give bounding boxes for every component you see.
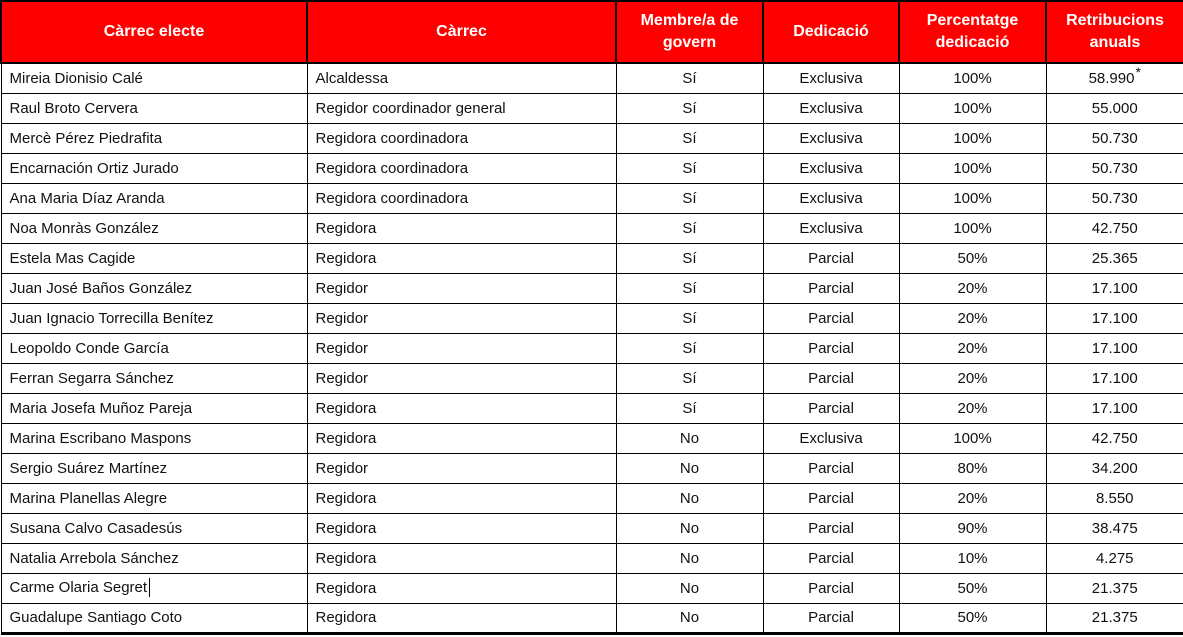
cell-membre-govern-text: Sí xyxy=(682,99,697,117)
cell-percentatge-text: 100% xyxy=(953,429,992,447)
cell-percentatge-text: 20% xyxy=(957,489,988,507)
cell-retribucions[interactable] xyxy=(1046,273,1183,303)
cell-carrec-text: Alcaldessa xyxy=(315,69,389,87)
cell-membre-govern-text: No xyxy=(679,429,700,447)
cell-percentatge-text: 100% xyxy=(953,189,992,207)
cell-membre-govern-text: No xyxy=(679,459,700,477)
table-row xyxy=(1,333,1183,363)
cell-dedicacio[interactable] xyxy=(763,93,899,123)
cell-retribucions-text: 25.365 xyxy=(1091,249,1138,267)
cell-carrec[interactable] xyxy=(307,603,616,633)
cell-membre-govern-text: No xyxy=(679,579,700,597)
table-row xyxy=(1,573,1183,603)
table-body xyxy=(1,63,1183,633)
cell-carrec[interactable] xyxy=(307,543,616,573)
cell-percentatge-text: 100% xyxy=(953,129,992,147)
cell-carrec-text: Regidor xyxy=(315,339,369,357)
cell-percentatge[interactable] xyxy=(899,513,1046,543)
cell-membre-govern-text: Sí xyxy=(682,69,697,87)
cell-carrec[interactable] xyxy=(307,273,616,303)
cell-membre-govern-text: Sí xyxy=(682,159,697,177)
cell-retribucions-text: 50.730 xyxy=(1091,129,1138,147)
cell-carrec-electe-text: Encarnación Ortiz Jurado xyxy=(9,159,179,177)
cell-percentatge-text: 20% xyxy=(957,339,988,357)
cell-retribucions[interactable] xyxy=(1046,93,1183,123)
cell-carrec-electe[interactable] xyxy=(1,303,307,333)
header-row xyxy=(1,1,1183,63)
cell-percentatge-text: 90% xyxy=(957,519,988,537)
cell-carrec[interactable] xyxy=(307,423,616,453)
cell-dedicacio-text: Parcial xyxy=(808,249,854,267)
cell-membre-govern[interactable] xyxy=(616,183,763,213)
table-row xyxy=(1,63,1183,93)
cell-dedicacio[interactable] xyxy=(763,603,899,633)
cell-percentatge-text: 100% xyxy=(953,159,992,177)
cell-retribucions[interactable] xyxy=(1046,393,1183,423)
col-header-percentatge[interactable]: Percentatge dedicació xyxy=(899,1,1046,63)
cell-membre-govern-text: Sí xyxy=(682,219,697,237)
cell-membre-govern[interactable] xyxy=(616,153,763,183)
cell-percentatge[interactable] xyxy=(899,393,1046,423)
cell-percentatge-text: 50% xyxy=(957,579,988,597)
cell-membre-govern[interactable] xyxy=(616,123,763,153)
cell-percentatge[interactable] xyxy=(899,453,1046,483)
cell-retribucions-text: 55.000 xyxy=(1091,99,1138,117)
table-row xyxy=(1,183,1183,213)
cell-retribucions[interactable] xyxy=(1046,63,1183,93)
cell-percentatge-text: 20% xyxy=(957,279,988,297)
cell-membre-govern[interactable] xyxy=(616,333,763,363)
cell-percentatge[interactable] xyxy=(899,423,1046,453)
cell-membre-govern[interactable] xyxy=(616,543,763,573)
col-header-membre-govern[interactable]: Membre/a de govern xyxy=(616,1,763,63)
cell-carrec-text: Regidora xyxy=(315,219,377,237)
cell-dedicacio[interactable] xyxy=(763,243,899,273)
cell-dedicacio[interactable] xyxy=(763,513,899,543)
cell-carrec-electe[interactable] xyxy=(1,363,307,393)
cell-retribucions[interactable] xyxy=(1046,123,1183,153)
cell-carrec-text: Regidor xyxy=(315,309,369,327)
cell-membre-govern[interactable] xyxy=(616,393,763,423)
table-row xyxy=(1,153,1183,183)
cell-retribucions-text: 42.750 xyxy=(1091,219,1138,237)
cell-membre-govern[interactable] xyxy=(616,513,763,543)
cell-carrec[interactable] xyxy=(307,573,616,603)
cell-retribucions-text: 58.990 xyxy=(1088,69,1135,87)
cell-carrec-electe-text: Natalia Arrebola Sánchez xyxy=(9,549,179,567)
cell-dedicacio[interactable] xyxy=(763,573,899,603)
cell-carrec-electe[interactable] xyxy=(1,213,307,243)
cell-carrec-electe-text: Raul Broto Cervera xyxy=(9,99,138,117)
cell-carrec-text: Regidora xyxy=(315,579,377,597)
cell-retribucions[interactable] xyxy=(1046,513,1183,543)
cell-percentatge[interactable] xyxy=(899,303,1046,333)
cell-dedicacio-text: Parcial xyxy=(808,459,854,477)
cell-carrec-text: Regidor xyxy=(315,459,369,477)
footnote-asterisk: * xyxy=(1135,63,1141,80)
cell-carrec-electe[interactable] xyxy=(1,453,307,483)
cell-dedicacio-text: Parcial xyxy=(808,549,854,567)
cell-retribucions[interactable] xyxy=(1046,213,1183,243)
cell-membre-govern-text: Sí xyxy=(682,399,697,417)
cell-percentatge[interactable] xyxy=(899,333,1046,363)
cell-dedicacio-text: Exclusiva xyxy=(799,159,863,177)
cell-percentatge[interactable] xyxy=(899,573,1046,603)
cell-carrec-text: Regidora xyxy=(315,609,377,626)
cell-dedicacio[interactable] xyxy=(763,483,899,513)
cell-dedicacio[interactable] xyxy=(763,63,899,93)
cell-retribucions-text: 21.375 xyxy=(1091,579,1138,597)
cell-retribucions-text: 38.475 xyxy=(1091,519,1138,537)
table-row xyxy=(1,363,1183,393)
cell-membre-govern-text: Sí xyxy=(682,249,697,267)
cell-membre-govern-text: Sí xyxy=(682,339,697,357)
cell-carrec-electe-text: Ana Maria Díaz Aranda xyxy=(9,189,165,207)
cell-carrec-electe-text: Mireia Dionisio Calé xyxy=(9,69,143,87)
cell-carrec-electe[interactable] xyxy=(1,333,307,363)
table-row xyxy=(1,393,1183,423)
cell-carrec-electe[interactable] xyxy=(1,423,307,453)
cell-percentatge-text: 100% xyxy=(953,69,992,87)
table-row xyxy=(1,303,1183,333)
cell-carrec-text: Regidora coordinadora xyxy=(315,159,469,177)
cell-dedicacio[interactable] xyxy=(763,543,899,573)
cell-membre-govern[interactable] xyxy=(616,483,763,513)
cell-dedicacio[interactable] xyxy=(763,183,899,213)
cell-retribucions-text: 50.730 xyxy=(1091,189,1138,207)
cell-carrec-text: Regidora xyxy=(315,519,377,537)
cell-dedicacio-text: Parcial xyxy=(808,309,854,327)
cell-dedicacio[interactable] xyxy=(763,363,899,393)
col-header-carrec-electe[interactable]: Càrrec electe xyxy=(1,1,307,63)
table-row xyxy=(1,213,1183,243)
cell-dedicacio[interactable] xyxy=(763,153,899,183)
cell-retribucions[interactable] xyxy=(1046,333,1183,363)
cell-carrec[interactable] xyxy=(307,243,616,273)
cell-retribucions-text: 17.100 xyxy=(1091,369,1138,387)
cell-carrec-text: Regidor xyxy=(315,369,369,387)
cell-membre-govern-text: No xyxy=(679,489,700,507)
cell-carrec-electe[interactable] xyxy=(1,543,307,573)
cell-carrec-electe[interactable] xyxy=(1,93,307,123)
cell-membre-govern-text: No xyxy=(679,549,700,567)
cell-membre-govern-text: Sí xyxy=(682,279,697,297)
table-row xyxy=(1,423,1183,453)
cell-percentatge[interactable] xyxy=(899,213,1046,243)
cell-carrec-electe-text: Ferran Segarra Sánchez xyxy=(9,369,174,387)
cell-carrec-text: Regidora xyxy=(315,399,377,417)
cell-percentatge[interactable] xyxy=(899,363,1046,393)
cell-dedicacio[interactable] xyxy=(763,123,899,153)
cell-carrec-electe[interactable] xyxy=(1,183,307,213)
col-header-retribucions[interactable]: Retribucions anuals xyxy=(1046,1,1183,63)
cell-carrec-text: Regidor coordinador general xyxy=(315,99,506,117)
cell-carrec-electe-text: Carme Olaria Segret xyxy=(9,579,148,597)
cell-membre-govern-text: No xyxy=(679,519,700,537)
cell-membre-govern[interactable] xyxy=(616,273,763,303)
cell-carrec-electe[interactable] xyxy=(1,123,307,153)
cell-carrec-electe[interactable] xyxy=(1,243,307,273)
cell-carrec-text: Regidora xyxy=(315,489,377,507)
cell-retribucions-text: 50.730 xyxy=(1091,159,1138,177)
cell-carrec-electe[interactable] xyxy=(1,63,307,93)
cell-percentatge[interactable] xyxy=(899,63,1046,93)
cell-membre-govern[interactable] xyxy=(616,243,763,273)
cell-dedicacio[interactable] xyxy=(763,333,899,363)
table-row xyxy=(1,483,1183,513)
cell-retribucions-text: 17.100 xyxy=(1091,279,1138,297)
cell-percentatge[interactable] xyxy=(899,543,1046,573)
cell-retribucions[interactable] xyxy=(1046,453,1183,483)
col-header-carrec[interactable]: Càrrec xyxy=(307,1,616,63)
cell-percentatge[interactable] xyxy=(899,483,1046,513)
cell-carrec-electe-text: Estela Mas Cagide xyxy=(9,249,136,267)
cell-retribucions-text: 21.375 xyxy=(1091,609,1138,626)
cell-dedicacio[interactable] xyxy=(763,393,899,423)
cell-carrec-electe-text: Guadalupe Santiago Coto xyxy=(9,609,183,626)
cell-carrec[interactable] xyxy=(307,183,616,213)
cell-retribucions-text: 42.750 xyxy=(1091,429,1138,447)
cell-carrec[interactable] xyxy=(307,93,616,123)
cell-carrec-text: Regidora coordinadora xyxy=(315,189,469,207)
table-row xyxy=(1,603,1183,633)
cell-retribucions-text: 8.550 xyxy=(1095,489,1134,507)
cell-percentatge-text: 20% xyxy=(957,399,988,417)
cell-dedicacio[interactable] xyxy=(763,423,899,453)
cell-percentatge-text: 20% xyxy=(957,309,988,327)
cell-retribucions[interactable] xyxy=(1046,243,1183,273)
cell-carrec-text: Regidor xyxy=(315,279,369,297)
cell-carrec-electe[interactable] xyxy=(1,513,307,543)
cell-membre-govern[interactable] xyxy=(616,573,763,603)
cell-dedicacio[interactable] xyxy=(763,303,899,333)
cell-carrec-electe[interactable] xyxy=(1,573,307,603)
cell-carrec-electe-text: Juan Ignacio Torrecilla Benítez xyxy=(9,309,214,327)
cell-dedicacio-text: Parcial xyxy=(808,489,854,507)
cell-dedicacio-text: Parcial xyxy=(808,339,854,357)
cell-carrec[interactable] xyxy=(307,453,616,483)
cell-membre-govern-text: Sí xyxy=(682,189,697,207)
cell-percentatge-text: 80% xyxy=(957,459,988,477)
cell-carrec-text: Regidora xyxy=(315,249,377,267)
cell-carrec[interactable] xyxy=(307,123,616,153)
cell-carrec-electe-text: Marina Planellas Alegre xyxy=(9,489,168,507)
cell-membre-govern[interactable] xyxy=(616,423,763,453)
cell-percentatge-text: 50% xyxy=(957,609,988,626)
cell-retribucions-text: 17.100 xyxy=(1091,339,1138,357)
cell-percentatge[interactable] xyxy=(899,123,1046,153)
table-row xyxy=(1,543,1183,573)
cell-percentatge[interactable] xyxy=(899,93,1046,123)
table-row xyxy=(1,273,1183,303)
cell-dedicacio[interactable] xyxy=(763,213,899,243)
cell-dedicacio-text: Exclusiva xyxy=(799,429,863,447)
cell-dedicacio-text: Parcial xyxy=(808,279,854,297)
cell-dedicacio-text: Exclusiva xyxy=(799,99,863,117)
cell-carrec[interactable] xyxy=(307,303,616,333)
cell-percentatge[interactable] xyxy=(899,153,1046,183)
cell-carrec-text: Regidora coordinadora xyxy=(315,129,469,147)
cell-retribucions-text: 34.200 xyxy=(1091,459,1138,477)
cell-retribucions[interactable] xyxy=(1046,183,1183,213)
cell-dedicacio[interactable] xyxy=(763,273,899,303)
cell-percentatge[interactable] xyxy=(899,603,1046,633)
cell-dedicacio-text: Parcial xyxy=(808,399,854,417)
cell-carrec-text: Regidora xyxy=(315,549,377,567)
cell-retribucions[interactable] xyxy=(1046,543,1183,573)
cell-percentatge-text: 100% xyxy=(953,99,992,117)
cell-carrec[interactable] xyxy=(307,393,616,423)
cell-carrec[interactable] xyxy=(307,153,616,183)
cell-carrec-electe-text: Juan José Baños González xyxy=(9,279,193,297)
cell-carrec-electe-text: Maria Josefa Muñoz Pareja xyxy=(9,399,193,417)
cell-percentatge-text: 100% xyxy=(953,219,992,237)
cell-membre-govern-text: No xyxy=(679,609,700,626)
table-row xyxy=(1,123,1183,153)
cell-retribucions-text: 17.100 xyxy=(1091,309,1138,327)
table-row xyxy=(1,453,1183,483)
cell-dedicacio-text: Exclusiva xyxy=(799,129,863,147)
cell-membre-govern[interactable] xyxy=(616,63,763,93)
cell-carrec-electe[interactable] xyxy=(1,603,307,633)
cell-carrec-electe[interactable] xyxy=(1,153,307,183)
cell-dedicacio-text: Exclusiva xyxy=(799,69,863,87)
cell-dedicacio-text: Exclusiva xyxy=(799,189,863,207)
cell-retribucions[interactable] xyxy=(1046,153,1183,183)
cell-percentatge-text: 10% xyxy=(957,549,988,567)
cell-carrec-electe[interactable] xyxy=(1,273,307,303)
cell-membre-govern[interactable] xyxy=(616,603,763,633)
cell-membre-govern[interactable] xyxy=(616,363,763,393)
cell-carrec-electe-text: Mercè Pérez Piedrafita xyxy=(9,129,163,147)
cell-percentatge[interactable] xyxy=(899,183,1046,213)
cell-carrec-electe-text: Sergio Suárez Martínez xyxy=(9,459,168,477)
cell-carrec-electe[interactable] xyxy=(1,483,307,513)
cell-carrec-electe-text: Susana Calvo Casadesús xyxy=(9,519,183,537)
cell-retribucions[interactable] xyxy=(1046,573,1183,603)
cell-membre-govern[interactable] xyxy=(616,453,763,483)
cell-membre-govern-text: Sí xyxy=(682,309,697,327)
cell-retribucions[interactable] xyxy=(1046,483,1183,513)
cell-carrec-text: Regidora xyxy=(315,429,377,447)
cell-percentatge[interactable] xyxy=(899,273,1046,303)
cell-retribucions[interactable] xyxy=(1046,423,1183,453)
cell-dedicacio-text: Parcial xyxy=(808,609,854,626)
cell-dedicacio-text: Exclusiva xyxy=(799,219,863,237)
text-caret xyxy=(149,578,150,597)
cell-carrec-electe[interactable] xyxy=(1,393,307,423)
table-row xyxy=(1,93,1183,123)
cell-carrec[interactable] xyxy=(307,63,616,93)
cell-dedicacio-text: Parcial xyxy=(808,579,854,597)
cell-carrec[interactable] xyxy=(307,483,616,513)
cell-membre-govern[interactable] xyxy=(616,213,763,243)
cell-dedicacio[interactable] xyxy=(763,453,899,483)
cell-percentatge-text: 20% xyxy=(957,369,988,387)
cell-retribucions-text: 17.100 xyxy=(1091,399,1138,417)
cell-percentatge[interactable] xyxy=(899,243,1046,273)
cell-retribucions[interactable] xyxy=(1046,303,1183,333)
cell-dedicacio-text: Parcial xyxy=(808,519,854,537)
cell-carrec[interactable] xyxy=(307,213,616,243)
table-row xyxy=(1,243,1183,273)
cell-carrec-electe-text: Noa Monràs González xyxy=(9,219,159,237)
cell-retribucions[interactable] xyxy=(1046,603,1183,633)
cell-carrec[interactable] xyxy=(307,333,616,363)
cell-retribucions[interactable] xyxy=(1046,363,1183,393)
cell-carrec-electe-text: Leopoldo Conde García xyxy=(9,339,169,357)
cell-membre-govern-text: Sí xyxy=(682,129,697,147)
cell-carrec-electe-text: Marina Escribano Maspons xyxy=(9,429,192,447)
col-header-dedicacio[interactable]: Dedicació xyxy=(763,1,899,63)
cell-membre-govern[interactable] xyxy=(616,93,763,123)
cell-dedicacio-text: Parcial xyxy=(808,369,854,387)
cell-percentatge-text: 50% xyxy=(957,249,988,267)
cell-carrec[interactable] xyxy=(307,513,616,543)
table-row xyxy=(1,513,1183,543)
cell-carrec[interactable] xyxy=(307,363,616,393)
cell-membre-govern-text: Sí xyxy=(682,369,697,387)
cell-retribucions-text: 4.275 xyxy=(1095,549,1134,567)
cell-membre-govern[interactable] xyxy=(616,303,763,333)
